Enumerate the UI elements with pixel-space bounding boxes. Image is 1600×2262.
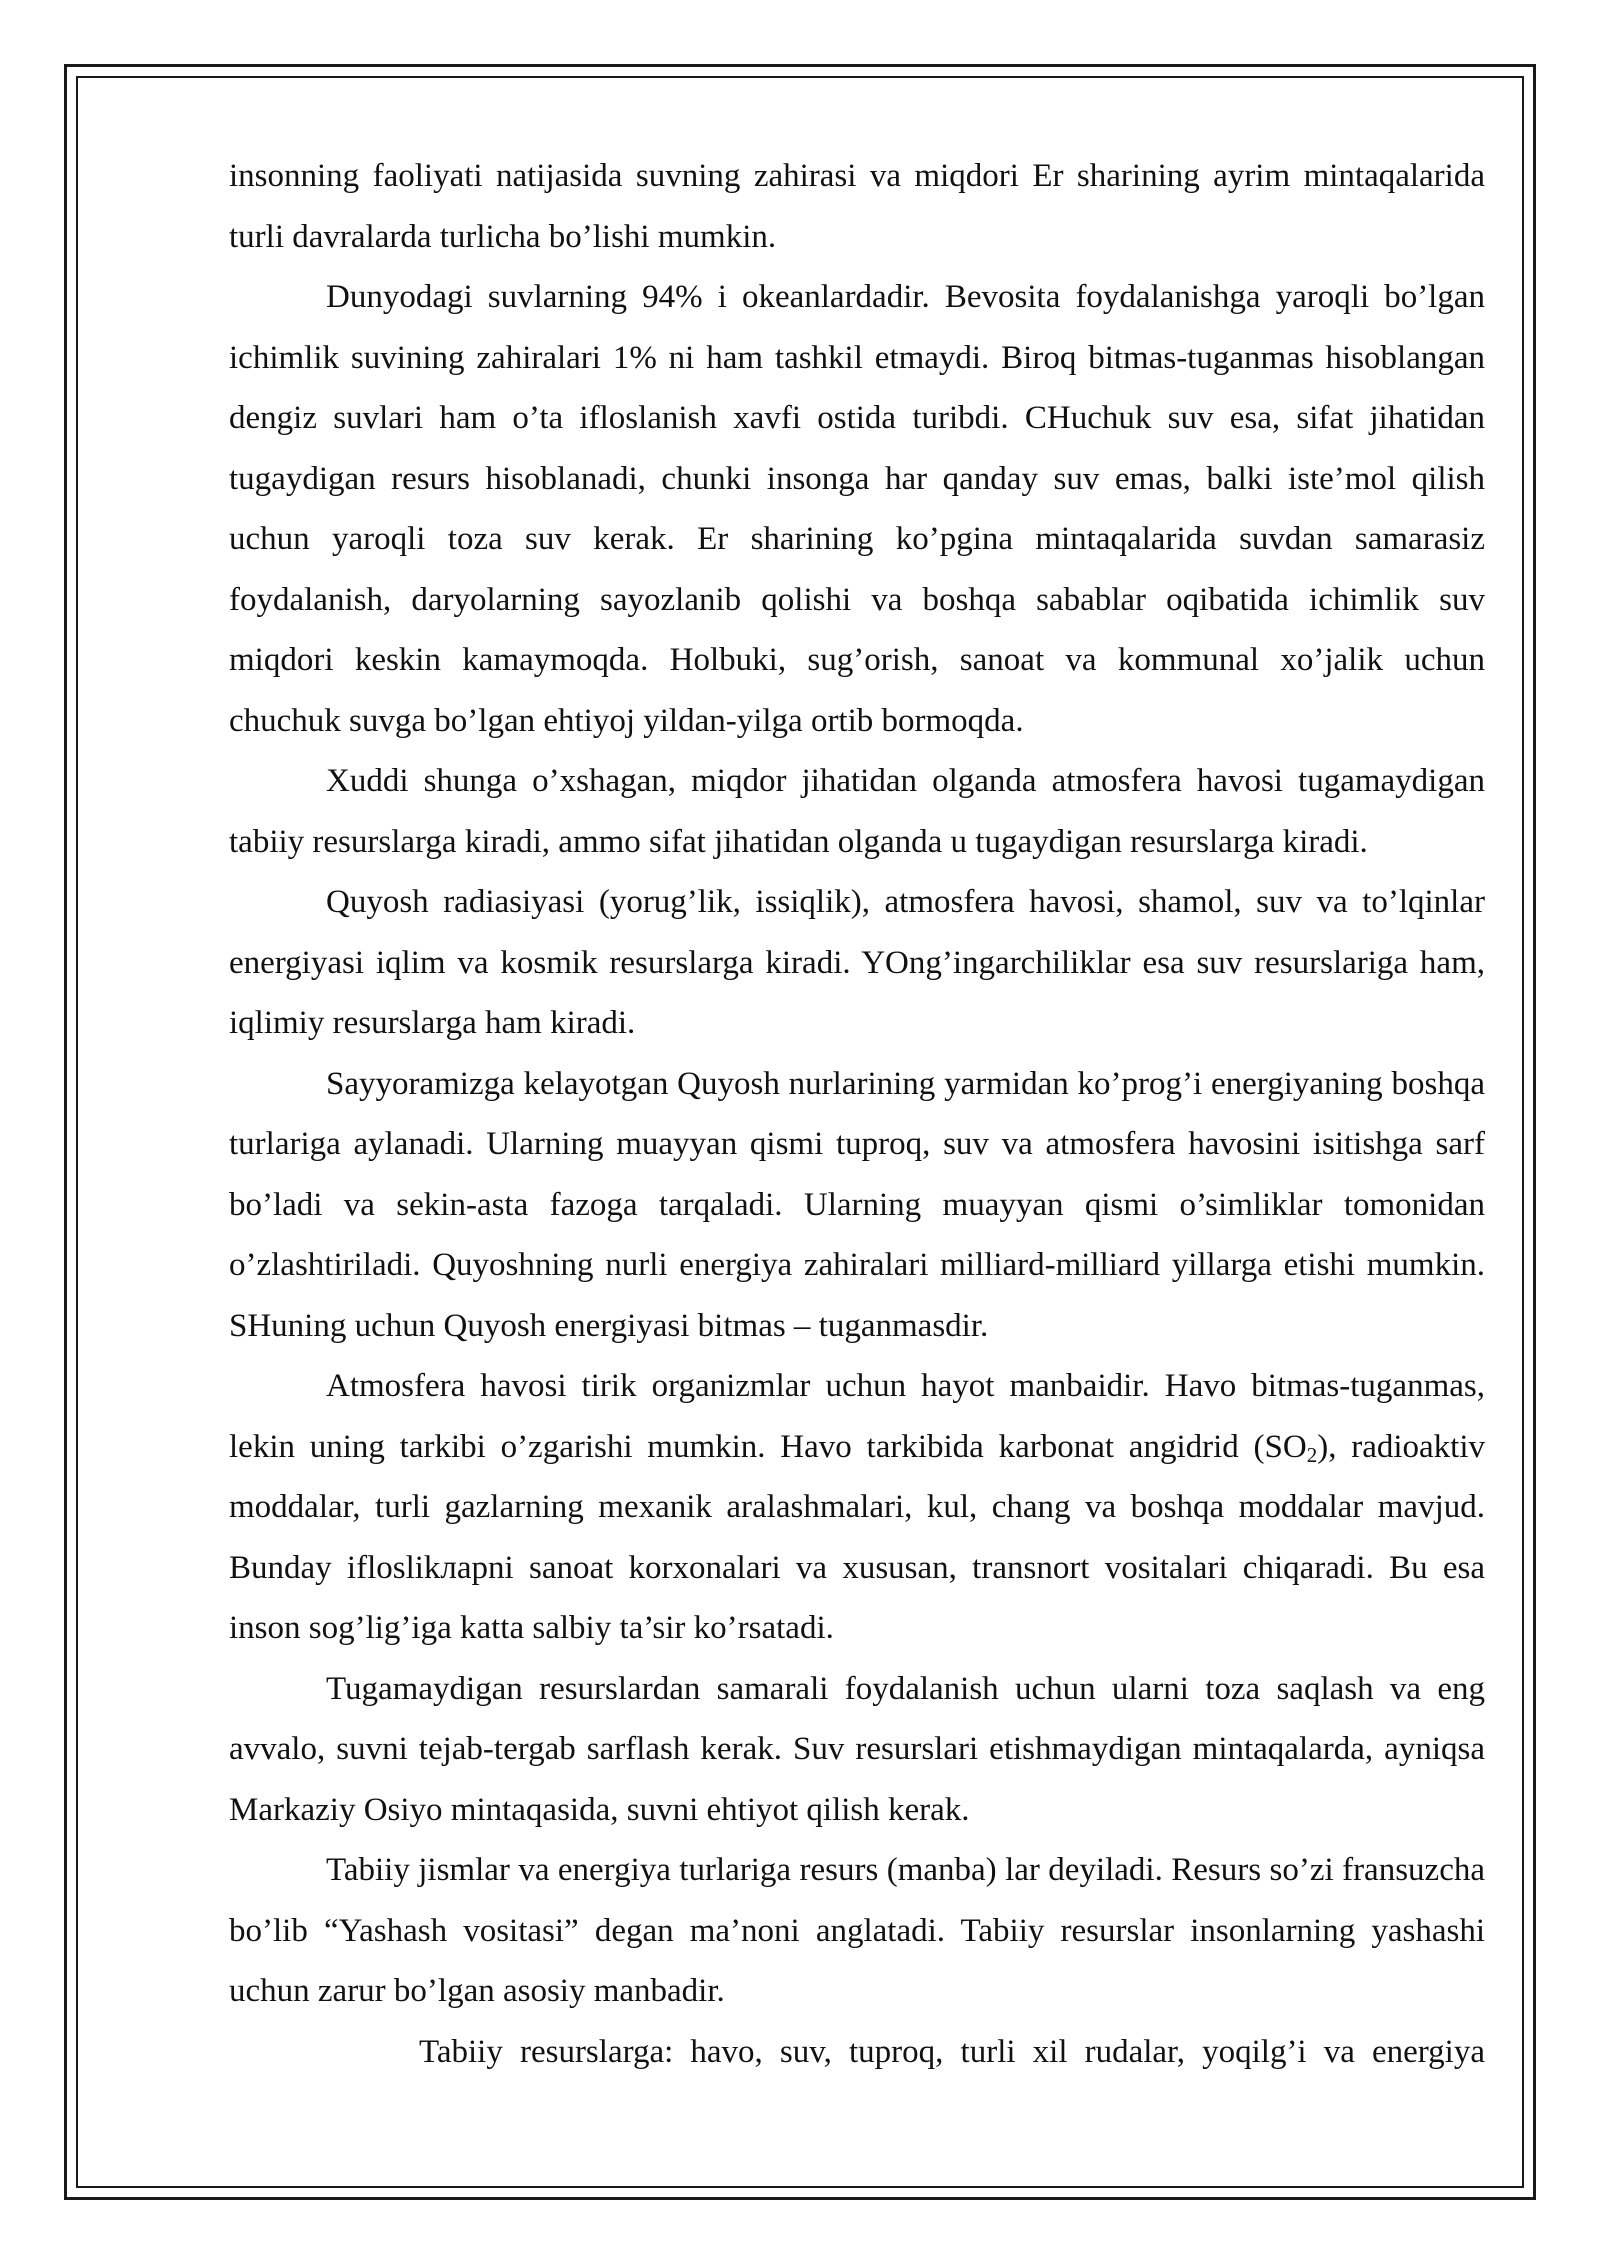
paragraph-solar-radiation: Quyosh radiasiyasi (yorug’lik, issiqlik), atmosfera havosi, shamol, suv va to’lqinlar energiyasi iqlim va kosmik resurslarga kiradi. YOng’ingarchiliklar esa suv resurslariga ham, iqlimiy resurslarga ham kiradi. (229, 884, 1485, 1041)
atmosphere-text-after: ), radioaktiv moddalar, turli gazlarning mexanik aralashmalari, kul, chang va boshqa moddalar mavjud. Bunday ifloslikларni sanoat korxonalari va xususan, transnort vositalari chiqaradi. Bu esa inson sog’lig’iga katta salbiy ta’sir ko’rsatadi. (229, 1428, 1485, 1646)
paragraph-atmosphere (229, 1356, 1485, 1659)
paragraph-resource-use: Tugamaydigan resurslardan samarali foydalanish uchun ularni toza saqlash va eng avvalo, suvni tejab-tergab sarflash kerak. Suv resurslari etishmaydigan mintaqalarda, ayniqsa Markaziy Osiyo mintaqasida, suvni ehtiyot qilish kerak. (229, 1670, 1485, 1828)
paragraph-continuation: insonning faoliyati natijasida suvning zahirasi va miqdori Er sharining ayrim mintaqalarida turli davralarda turlicha bo’lishi mumkin. (229, 158, 1485, 255)
paragraph-air-quantity: Xuddi shunga o’xshagan, miqdor jihatidan olganda atmosfera havosi tugamaydigan tabiiy resurslarga kiradi, ammo sifat jihatidan olganda u tugaydigan resurslarga kiradi. (229, 763, 1485, 860)
paragraph-world-water: Dunyodagi suvlarning 94% i okeanlardadir. Bevosita foydalanishga yaroqli bo’lgan ichimlik suvining zahiralari 1% ni ham tashkil etmaydi. Biroq bitmas-tuganmas hisoblangan dengiz suvlari ham o’ta ifloslanish xavfi ostida turibdi. CHuchuk suv esa, sifat jihatidan tugaydigan resurs hisoblanadi, chunki insonga har qanday suv emas, balki iste’mol qilish uchun yaroqli toza suv kerak. Er sharining ko’pgina mintaqalarida suvdan samarasiz foydalanish, daryolarning sayozlanib qolishi va boshqa sabablar oqibatida ichimlik suv miqdori keskin kamaymoqda. Holbuki, sug’orish, sanoat va kommunal xo’jalik uchun chuchuk suvga bo’lgan ehtiyoj yildan-yilga ortib bormoqda. (229, 279, 1485, 739)
atmosphere-text-before: Atmosfera havosi tirik organizmlar uchun hayot manbaidir. Havo bitmas-tuganmas, lekin uning tarkibi o’zgarishi mumkin. Havo tarkibida karbonat angidrid (SO (229, 1368, 1485, 1465)
paragraph-sun-rays: Sayyoramizga kelayotgan Quyosh nurlarining yarmidan ko’prog’i energiyaning boshqa turlariga aylanadi. Ularning muayyan qismi tuproq, suv va atmosfera havosini isitishga sarf bo’ladi va sekin-asta fazoga tarqaladi. Ularning muayyan qismi o’simliklar tomonidan o’zlashtiriladi. Quyoshning nurli energiya zahiralari milliard-milliard yillarga etishi mumkin. SHuning uchun Quyosh energiyasi bitmas – tuganmasdir. (229, 1065, 1485, 1344)
paragraph-resource-definition: Tabiiy jismlar va energiya turlariga resurs (manba) lar deyiladi. Resurs so’zi fransuzcha bo’lib “Yashash vositasi” degan ma’noni anglatadi. Tabiiy resurslar insonlarning yashashi uchun zarur bo’lgan asosiy manbadir. (229, 1852, 1485, 2009)
so2-subscript: 2 (1306, 1442, 1318, 1467)
document-body (229, 146, 1485, 2082)
paragraph-resource-list: Tabiiy resurslarga: havo, suv, tuproq, turli xil rudalar, yoqilg’i va energiya (419, 2033, 1485, 2070)
